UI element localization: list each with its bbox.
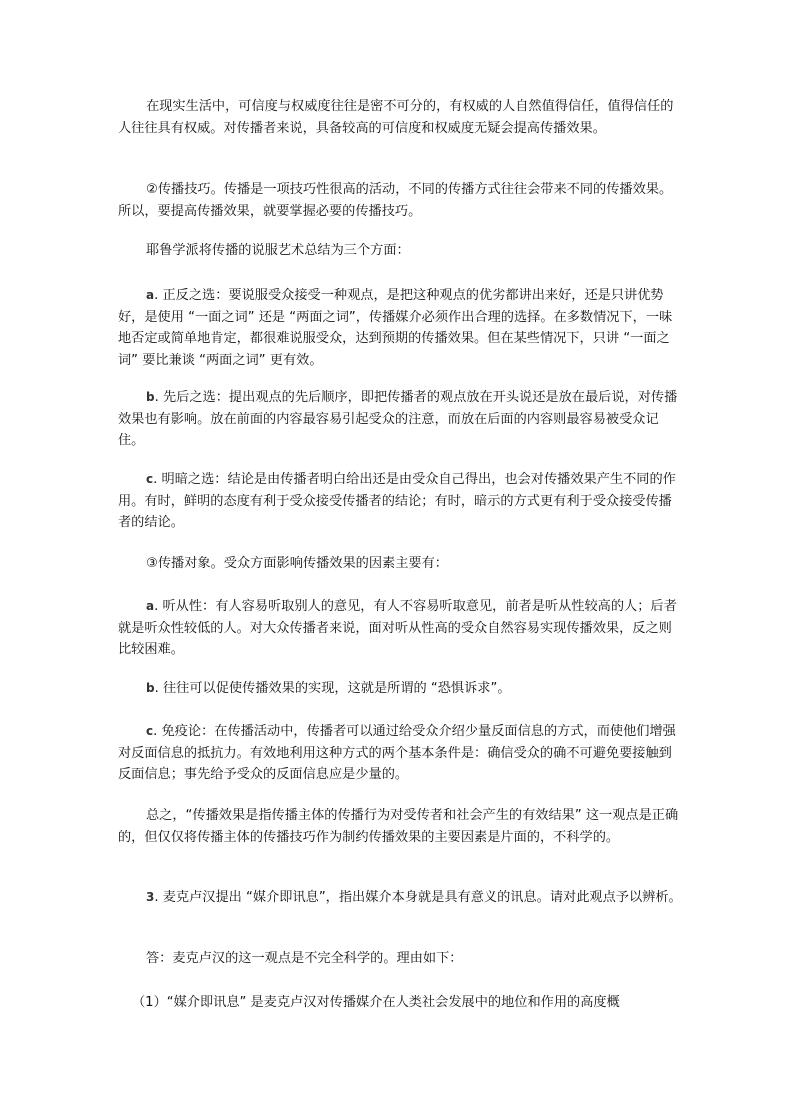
item-label: c [146, 724, 154, 738]
item-label: b [146, 681, 155, 695]
paragraph-text: ③传播对象。受众方面影响传播效果的因素主要有： [146, 556, 448, 571]
paragraph-answer-1 [118, 992, 684, 1014]
paragraph-text: . 正反之选：要说服受众接受一种观点，是把这种观点的优劣都讲出来好，还是只讲优势好，是使用 “一面之词” 还是 “两面之词”，传播媒介必须作出合理的选择。在多数情况下，一味地否定或简单地肯定，都很难说服受众，达到预期的传播效果。但在某些情况下，只讲 “一面之词” 要比兼谈 “两面之词” 更有效。 [118, 288, 673, 368]
paragraph-yale-a [118, 285, 684, 371]
paragraph-text: 答：麦克卢汉的这一观点是不完全科学的。理由如下： [146, 951, 463, 966]
paragraph-technique [118, 179, 684, 222]
paragraph-text: 总之，“传播效果是指传播主体的传播行为对受传者和社会产生的有效结果” 这一观点是正确的，但仅仅将传播主体的传播技巧作为制约传播效果的主要因素是片面的，不科学的。 [118, 808, 679, 845]
paragraph-credibility [118, 96, 684, 139]
paragraph-audience [118, 553, 684, 575]
paragraph-answer-intro [118, 948, 684, 970]
paragraph-audience-a [118, 596, 684, 661]
paragraph-text: . 先后之选：提出观点的先后顺序，即把传播者的观点放在开头说还是放在最后说，对传播效果也有影响。放在前面的内容最容易引起受众的注意，而放在后面的内容则最容易被受众记住。 [118, 390, 678, 448]
item-label: a [146, 288, 155, 302]
paragraph-yale-c [118, 469, 684, 534]
paragraph-question-3 [118, 887, 684, 909]
paragraph-text: 耶鲁学派将传播的说服艺术总结为三个方面： [146, 243, 410, 258]
paragraph-text: . 明暗之选：结论是由传播者明白给出还是由受众自己得出，也会对传播效果产生不同的作用。有时，鲜明的态度有利于受众接受传播者的结论；有时，暗示的方式更有利于受众接受传播者的结论。 [118, 472, 676, 530]
paragraph-conclusion [118, 805, 684, 848]
paragraph-text: . 听从性：有人容易听取别人的意见，有人不容易听取意见，前者是听从性较高的人；后者就是听众性较低的人。对大众传播者来说，面对听从性高的受众自然容易实现传播效果，反之则比较困难。 [118, 599, 677, 657]
item-label: 3 [146, 890, 155, 904]
item-label: c [146, 472, 154, 486]
paragraph-text: . 往往可以促使传播效果的实现，这就是所谓的 “恐惧诉求”。 [154, 681, 511, 696]
paragraph-yale-intro [118, 240, 684, 262]
paragraph-text: . 麦克卢汉提出 “媒介即讯息”，指出媒介本身就是具有意义的讯息。请对此观点予以辨析。 [154, 890, 682, 905]
item-label: b [146, 390, 155, 404]
paragraph-text: . 免疫论：在传播活动中，传播者可以通过给受众介绍少量反面信息的方式，而使他们增强对反面信息的抵抗力。有效地利用这种方式的两个基本条件是：确信受众的确不可避免要接触到反面信息；事先给予受众的反面信息应是少量的。 [118, 724, 676, 782]
item-label: a [146, 599, 155, 613]
paragraph-audience-b [118, 678, 684, 700]
paragraph-text: 在现实生活中，可信度与权威度往往是密不可分的，有权威的人自然值得信任，值得信任的人往往具有权威。对传播者来说，具备较高的可信度和权威度无疑会提高传播效果。 [118, 99, 674, 136]
paragraph-yale-b [118, 387, 684, 452]
paragraph-audience-c [118, 721, 684, 786]
paragraph-text: （1）“媒介即讯息” 是麦克卢汉对传播媒介在人类社会发展中的地位和作用的高度概 [132, 995, 620, 1010]
paragraph-text: ②传播技巧。传播是一项技巧性很高的活动，不同的传播方式往往会带来不同的传播效果。所以，要提高传播效果，就要掌握必要的传播技巧。 [118, 182, 673, 219]
